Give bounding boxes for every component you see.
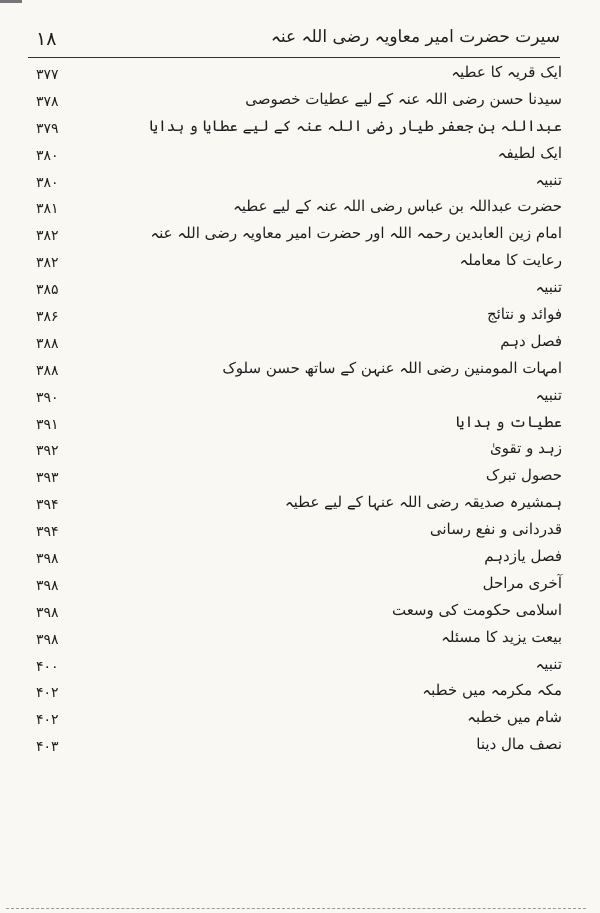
toc-entry-page: ۳۸۶ [36,309,59,326]
toc-entry-title: امام زین العابدین رحمہ اللہ اور حضرت امیر معاویہ رضی اللہ عنہ [150,224,562,243]
toc-entry [30,517,562,544]
toc-entry-title: ایک لطیفہ [497,143,562,162]
toc-entry-page: ۳۹۴ [36,524,59,541]
toc-entry [30,436,562,463]
toc-entry-title: ہمشیرہ صدیقہ رضی اللہ عنہا کے لیے عطیہ [284,493,562,512]
toc-entry-title: عبداللہ بن جعفر طیار رضی اللہ عنہ کے لیے عطایا و ہدایا [149,116,562,135]
header-rule [28,57,560,58]
toc-entry-title: سیدنا حسن رضی اللہ عنہ کے لیے عطیات خصوصی [245,89,562,108]
toc-entry-page: ۴۰۳ [36,739,59,756]
toc-entry [30,625,562,652]
toc-entry-page: ۳۷۹ [36,120,59,137]
toc-entry-page: ۳۷۸ [36,93,59,110]
toc-entry [30,652,562,679]
toc-entry-page: ۳۹۲ [36,443,59,460]
toc-entry-page: ۳۸۸ [36,362,59,379]
toc-entry [30,544,562,571]
toc-entry-page: ۳۹۰ [36,389,59,406]
toc-entry [30,87,562,114]
toc-entry-title: عطیات و ہدایا [455,412,562,431]
toc-entry-page: ۳۸۲ [36,228,59,245]
toc-entry-title: زہد و تقویٰ [490,439,562,458]
toc-entry-page: ۳۹۴ [36,497,59,514]
toc-entry [30,329,562,356]
toc-entry [30,221,562,248]
toc-entry-title: شام میں خطبہ [467,708,562,727]
toc-entry-page: ۳۹۱ [36,416,59,433]
toc-entry-page: ۴۰۲ [36,685,59,702]
toc-entry-title: حصول تبرک [485,466,562,485]
running-title: سیرت حضرت امیر معاویہ رضی اللہ عنہ [270,27,560,47]
bottom-rule [6,908,586,909]
toc-entry-title: اسلامی حکومت کی وسعت [391,600,562,619]
toc-entry [30,705,562,732]
toc-entry [30,598,562,625]
toc-entry-title: قدردانی و نفع رسانی [429,520,562,539]
toc-entry-page: ۳۸۱ [36,201,59,218]
toc-entry-page: ۳۷۷ [36,67,59,83]
page-number: ۱۸ [36,28,57,50]
toc-entry-title: مکہ مکرمہ میں خطبہ [422,681,562,700]
toc-entry [30,571,562,598]
toc-entry-page: ۴۰۰ [36,658,59,675]
toc-entry [30,356,562,383]
toc-entry-title: امہات المومنین رضی اللہ عنہن کے ساتھ حسن سلوک [222,358,562,377]
toc-entry [30,141,562,168]
toc-entry-page: ۳۹۸ [36,577,59,594]
toc-entry-page: ۳۹۸ [36,551,59,568]
toc-entry [30,732,562,759]
toc-entry [30,490,562,517]
toc-entry-title: حضرت عبداللہ بن عباس رضی اللہ عنہ کے لیے عطیہ [232,197,562,216]
toc-entry-title: تنبیہ [535,654,562,673]
toc-entry-title: فوائد و نتائج [486,305,562,324]
toc-entry-title: آخری مراحل [482,573,562,592]
toc-entry-page: ۳۸۰ [36,174,59,191]
toc-entry-title: نصف مال دینا [476,735,562,754]
toc-entry-title: بیعت یزید کا مسئلہ [441,627,562,646]
toc-entry-title: فصل یازدہم [484,547,562,566]
toc-entry [30,248,562,275]
toc-entry-title: فصل دہم [500,331,562,350]
table-of-contents [30,60,562,759]
toc-entry-title: ایک قریہ کا عطیہ [451,63,562,81]
toc-entry [30,678,562,705]
toc-entry-page: ۳۹۳ [36,470,59,487]
toc-entry [30,410,562,437]
toc-entry [30,60,562,87]
toc-entry-page: ۳۸۰ [36,147,59,164]
toc-entry-title: تنبیہ [535,278,562,297]
toc-entry [30,463,562,490]
toc-entry-page: ۳۸۲ [36,255,59,272]
toc-entry-title: رعایت کا معاملہ [459,251,562,270]
toc-entry-page: ۴۰۲ [36,712,59,729]
toc-entry [30,114,562,141]
toc-entry-title: تنبیہ [535,385,562,404]
toc-entry-page: ۳۸۸ [36,335,59,352]
toc-entry-title: تنبیہ [535,170,562,189]
toc-entry [30,194,562,221]
page-header [30,26,560,56]
toc-entry-page: ۳۹۸ [36,604,59,621]
toc-entry-page: ۳۹۸ [36,631,59,648]
toc-entry [30,383,562,410]
scan-mark [0,0,22,3]
toc-entry [30,168,562,195]
toc-entry [30,302,562,329]
toc-entry [30,275,562,302]
toc-entry-page: ۳۸۵ [36,282,59,299]
